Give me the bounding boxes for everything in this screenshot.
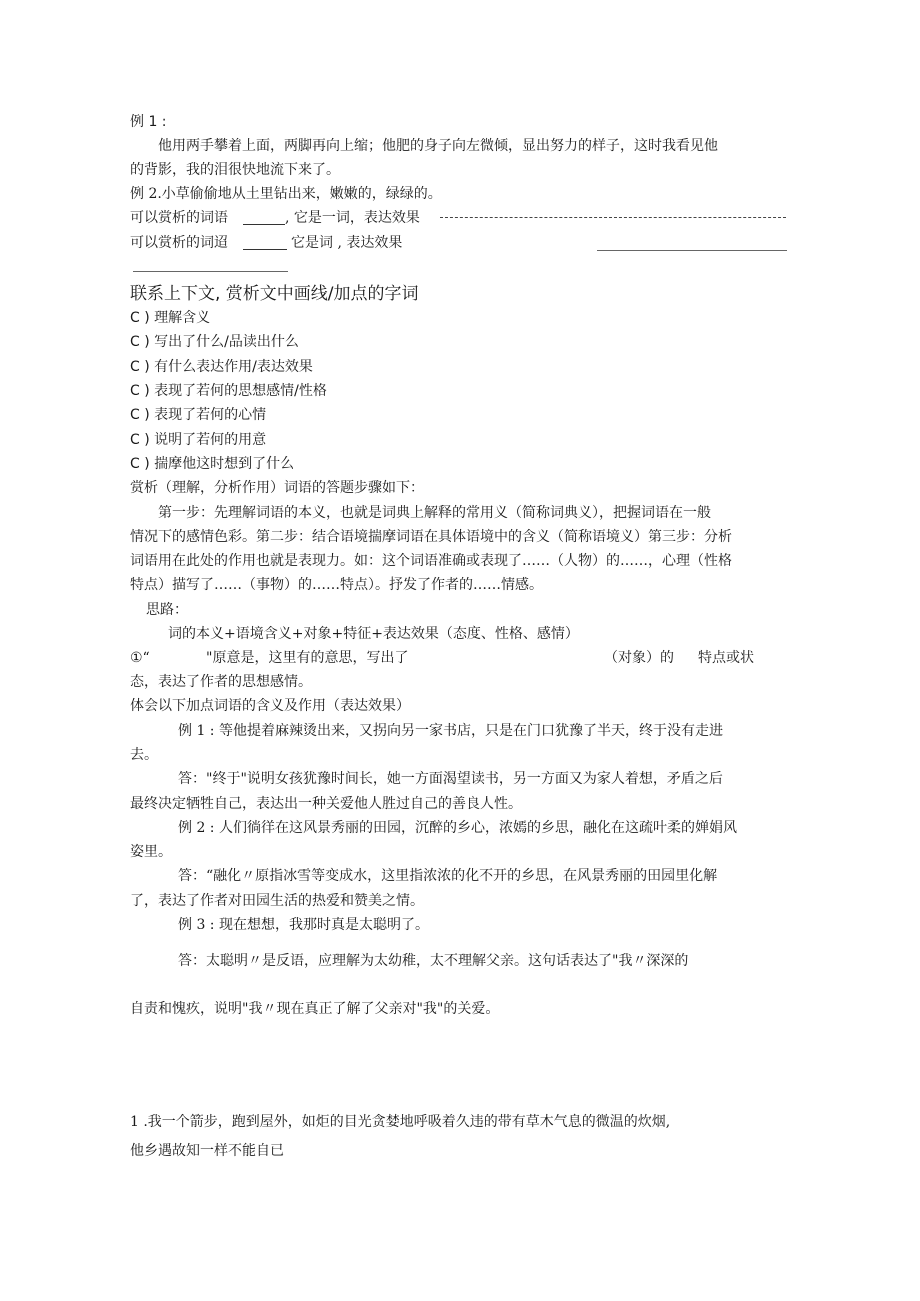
fill-line-2-suffix: 它是词 , 表达效果 (291, 235, 403, 251)
practice-example-1-line-2: 去。 (130, 747, 158, 763)
fill-line-1-dashes (440, 217, 786, 218)
fill-line-2-blank[interactable] (243, 249, 287, 250)
example-1-text-line-2: 的背影，我的泪很快地流下来了。 (130, 162, 340, 178)
practice-example-1-line-1: 例 1 : 等他提着麻辣烫出来，又拐向另一家书店，只是在门口犹豫了半天，终于没有走进 (178, 723, 723, 739)
thinking-label: 思路： (146, 602, 188, 618)
fill-line-2-underline (597, 250, 787, 251)
example-1-text-line-1: 他用两手攀着上面，两脚再向上缩；他肥的身子向左微倾，显出努力的样子，这时我看见他 (158, 138, 718, 154)
practice-answer-3-line-2: 自责和愧疚，说明"我〃现在真正了解了父亲对"我"的关爱。 (130, 1001, 500, 1017)
practice-answer-1-line-2: 最终决定牺牲自己，表达出一种关爱他人胜过自己的善良人性。 (130, 796, 522, 812)
question-type-item: C ) 理解含义 (130, 310, 211, 326)
fill-line-2-continuation (133, 271, 288, 272)
template-part-1: ①“ (130, 650, 150, 666)
template-part-3: （对象）的 (604, 650, 674, 666)
steps-line: 词语用在此处的作用也就是表现力。如：这个词语准确或表现了……（人物）的……，心理（性格 (130, 553, 732, 569)
thinking-formula: 词的本义+语境含义+对象+特征+表达效果（态度、性格、感情） (168, 626, 579, 642)
fill-line-2-prefix: 可以赏析的词迢 (130, 235, 228, 251)
question-type-item: C ) 表现了若何的思想感情/性格 (130, 383, 327, 399)
template-line-2: 态，表达了作者的思想感情。 (130, 674, 312, 690)
practice-answer-2-line-1: 答：“融化〃原指冰雪等变成水，这里指浓浓的化不开的乡思，在风景秀丽的田园里化解 (178, 868, 718, 884)
fill-line-1-prefix: 可以赏析的词语 (130, 210, 228, 226)
bottom-exercise-line-2: 他乡遇故知一样不能自已 (130, 1143, 284, 1159)
template-part-2: "原意是，这里有的意思，写出了 (206, 650, 409, 666)
steps-title: 赏析（理解，分析作用）词语的答题步骤如下： (130, 480, 424, 496)
question-type-item: C ) 写出了什么/品读出什么 (130, 334, 299, 350)
example-2-text: 例 2.小草偷偷地从土里钻出来，嫩嫩的，绿绿的。 (130, 186, 442, 202)
bottom-exercise-line-1: 1 .我一个箭步，跑到屋外，如炬的目光贪婪地呼吸着久违的带有草木气息的微温的炊烟, (130, 1114, 671, 1130)
practice-example-3: 例 3 : 现在想想，我那时真是太聪明了。 (178, 917, 429, 933)
practice-example-2-line-2: 姿里。 (130, 844, 172, 860)
practice-example-2-line-1: 例 2 : 人们徜徉在这风景秀丽的田园，沉醉的乡心，浓嫣的乡思，融化在这疏叶柔的婵娟风 (178, 820, 737, 836)
section-title: 联系上下文, 赏析文中画线/加点的字词 (130, 284, 419, 304)
practice-answer-3-line-1: 答：太聪明〃是反语，应理解为太幼稚，太不理解父亲。这句话表达了"我〃深深的 (178, 953, 689, 969)
steps-line: 情况下的感情色彩。第二步：结合语境揣摩词语在具体语境中的含义（简称语境义）第三步：分析 (130, 529, 732, 545)
template-part-4: 特点或状 (698, 650, 754, 666)
steps-line: 特点）描写了……（事物）的……特点）。抒发了作者的……情感。 (130, 577, 543, 593)
question-type-item: C ) 有什么表达作用/表达效果 (130, 359, 313, 375)
example-1-label: 例 1 : (130, 114, 167, 130)
fill-line-1-blank[interactable] (243, 224, 285, 225)
question-type-item: C ) 说明了若何的用意 (130, 432, 267, 448)
fill-line-1-suffix: , 它是一词，表达效果 (285, 210, 420, 226)
practice-answer-1-line-1: 答："终于"说明女孩犹豫时间长，她一方面渴望读书，另一方面又为家人着想，矛盾之后 (178, 771, 723, 787)
question-type-item: C ) 揣摩他这时想到了什么 (130, 456, 295, 472)
practice-answer-2-line-2: 了，表达了作者对田园生活的热爱和赞美之情。 (130, 893, 424, 909)
practice-title: 体会以下加点词语的含义及作用（表达效果） (130, 698, 410, 714)
steps-line: 第一步：先理解词语的本义，也就是词典上解释的常用义（简称词典义），把握词语在一般 (158, 505, 711, 521)
question-type-item: C ) 表现了若何的心情 (130, 407, 267, 423)
